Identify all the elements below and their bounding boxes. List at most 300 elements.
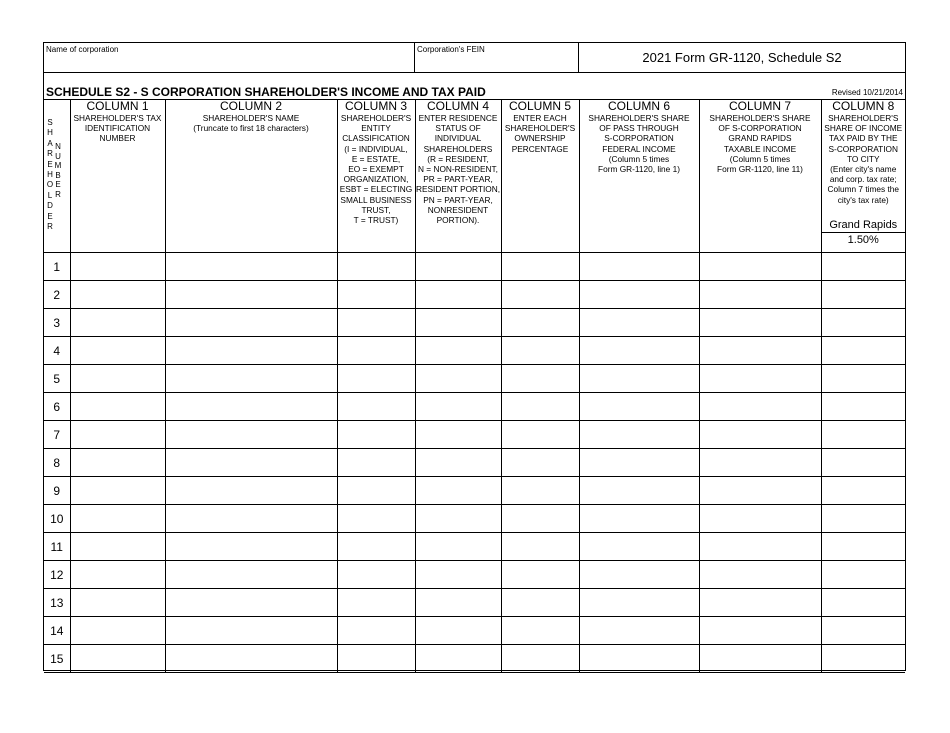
column-4-input[interactable] bbox=[416, 253, 501, 280]
row-cell bbox=[337, 309, 415, 337]
column-5-input[interactable] bbox=[502, 533, 579, 560]
column-3-input[interactable] bbox=[338, 337, 415, 364]
column-8-input[interactable] bbox=[822, 281, 906, 308]
row-cell bbox=[579, 533, 699, 561]
column-4-input[interactable] bbox=[416, 645, 501, 672]
row-cell bbox=[337, 281, 415, 309]
row-cell bbox=[821, 449, 905, 477]
corporation-name-cell bbox=[44, 43, 415, 72]
shareholder-label-letter: A bbox=[47, 138, 53, 148]
corporation-name-field[interactable] bbox=[44, 54, 414, 72]
column-5-input[interactable] bbox=[502, 253, 579, 280]
column-8-input[interactable] bbox=[822, 645, 906, 672]
row-cell bbox=[337, 337, 415, 365]
row-cell bbox=[501, 617, 579, 645]
row-cell bbox=[579, 365, 699, 393]
column-5-input[interactable] bbox=[502, 337, 579, 364]
column-1-input[interactable] bbox=[71, 253, 165, 280]
column-3-input[interactable] bbox=[338, 253, 415, 280]
number-label-letter: U bbox=[55, 151, 61, 161]
revised-date: Revised 10/21/2014 bbox=[831, 88, 903, 97]
row-cell bbox=[821, 365, 905, 393]
shareholder-label-letter: L bbox=[47, 190, 53, 200]
row-cell bbox=[337, 421, 415, 449]
row-number: 9 bbox=[44, 477, 70, 505]
column-2-input[interactable] bbox=[166, 561, 337, 588]
column-8-input[interactable] bbox=[822, 561, 906, 588]
column-1-input[interactable] bbox=[71, 477, 165, 504]
table-row bbox=[44, 253, 905, 281]
column-7-header bbox=[699, 100, 821, 253]
column-1-input[interactable] bbox=[71, 281, 165, 308]
shareholder-label-letter: S bbox=[47, 118, 53, 127]
row-cell bbox=[699, 393, 821, 421]
column-3-input[interactable] bbox=[338, 505, 415, 532]
number-label-letter: R bbox=[55, 189, 61, 199]
row-cell bbox=[821, 477, 905, 505]
column-8-input[interactable] bbox=[822, 533, 906, 560]
column-1-input[interactable] bbox=[71, 561, 165, 588]
table-body bbox=[44, 253, 905, 673]
column-4-input[interactable] bbox=[416, 561, 501, 588]
column-5-header bbox=[501, 100, 579, 253]
row-number: 15 bbox=[44, 645, 70, 673]
row-cell bbox=[165, 393, 337, 421]
schedule-s2-form bbox=[43, 42, 906, 671]
column-6-input[interactable] bbox=[580, 309, 699, 336]
table-row bbox=[44, 477, 905, 505]
column-1-input[interactable] bbox=[71, 645, 165, 672]
row-cell bbox=[165, 561, 337, 589]
row-cell bbox=[699, 421, 821, 449]
column-2-input[interactable] bbox=[166, 477, 337, 504]
row-cell bbox=[70, 253, 165, 281]
row-cell bbox=[699, 449, 821, 477]
table-row bbox=[44, 393, 905, 421]
row-cell bbox=[579, 505, 699, 533]
number-label-letter: N bbox=[55, 142, 61, 151]
row-cell bbox=[699, 533, 821, 561]
column-6-input[interactable] bbox=[580, 645, 699, 672]
row-cell bbox=[415, 421, 501, 449]
column-7-input[interactable] bbox=[700, 365, 821, 392]
row-cell bbox=[821, 617, 905, 645]
row-number: 8 bbox=[44, 449, 70, 477]
shareholder-label-letter: E bbox=[47, 211, 53, 221]
shareholder-label-letter: R bbox=[47, 149, 53, 159]
column-1-input[interactable] bbox=[71, 617, 165, 644]
table-row bbox=[44, 617, 905, 645]
corporation-name-label: Name of corporation bbox=[46, 45, 119, 54]
city-tax-rate: 1.50% bbox=[822, 232, 906, 246]
column-1-input[interactable] bbox=[71, 505, 165, 532]
row-cell bbox=[337, 561, 415, 589]
column-2-title: COLUMN 2 bbox=[219, 99, 282, 113]
row-number: 2 bbox=[44, 281, 70, 309]
column-6-title: COLUMN 6 bbox=[607, 99, 670, 113]
form-title-cell bbox=[579, 43, 905, 72]
row-cell bbox=[337, 589, 415, 617]
column-4-input[interactable] bbox=[416, 533, 501, 560]
column-7-input[interactable] bbox=[700, 337, 821, 364]
row-cell bbox=[337, 533, 415, 561]
row-cell bbox=[501, 281, 579, 309]
column-7-input[interactable] bbox=[700, 561, 821, 588]
row-cell bbox=[699, 309, 821, 337]
column-4-title: COLUMN 4 bbox=[426, 99, 489, 113]
row-cell bbox=[165, 617, 337, 645]
row-cell bbox=[165, 281, 337, 309]
row-cell bbox=[821, 421, 905, 449]
column-6-input[interactable] bbox=[580, 421, 699, 448]
column-1-input[interactable] bbox=[71, 533, 165, 560]
shareholder-label-letter: D bbox=[47, 201, 53, 211]
row-cell bbox=[501, 309, 579, 337]
column-7-title: COLUMN 7 bbox=[728, 99, 791, 113]
row-cell bbox=[165, 589, 337, 617]
column-2-input[interactable] bbox=[166, 645, 337, 672]
column-2-input[interactable] bbox=[166, 533, 337, 560]
row-cell bbox=[699, 645, 821, 673]
column-6-input[interactable] bbox=[580, 253, 699, 280]
row-cell bbox=[821, 561, 905, 589]
column-6-input[interactable] bbox=[580, 281, 699, 308]
row-cell bbox=[165, 449, 337, 477]
table-row bbox=[44, 421, 905, 449]
row-cell bbox=[699, 505, 821, 533]
column-5-title: COLUMN 5 bbox=[508, 99, 571, 113]
column-7-input[interactable] bbox=[700, 253, 821, 280]
row-cell bbox=[165, 645, 337, 673]
column-6-input[interactable] bbox=[580, 617, 699, 644]
column-4-header bbox=[415, 100, 501, 253]
row-cell bbox=[501, 505, 579, 533]
column-3-input[interactable] bbox=[338, 561, 415, 588]
column-2-input[interactable] bbox=[166, 617, 337, 644]
row-cell bbox=[821, 589, 905, 617]
column-6-header bbox=[579, 100, 699, 253]
column-5-input[interactable] bbox=[502, 309, 579, 336]
column-6-input[interactable] bbox=[580, 477, 699, 504]
row-cell bbox=[501, 393, 579, 421]
column-5-input[interactable] bbox=[502, 393, 579, 420]
row-number: 14 bbox=[44, 617, 70, 645]
row-cell bbox=[70, 281, 165, 309]
shareholder-label-letter: H bbox=[47, 128, 53, 138]
row-cell bbox=[699, 561, 821, 589]
column-7-input[interactable] bbox=[700, 645, 821, 672]
row-cell bbox=[699, 253, 821, 281]
column-4-input[interactable] bbox=[416, 617, 501, 644]
row-cell bbox=[70, 393, 165, 421]
column-4-input[interactable] bbox=[416, 337, 501, 364]
column-8-title: COLUMN 8 bbox=[832, 99, 895, 113]
column-6-input[interactable] bbox=[580, 337, 699, 364]
column-3-input[interactable] bbox=[338, 645, 415, 672]
row-cell bbox=[70, 337, 165, 365]
row-cell bbox=[579, 393, 699, 421]
row-cell bbox=[70, 589, 165, 617]
row-number: 11 bbox=[44, 533, 70, 561]
row-cell bbox=[579, 477, 699, 505]
row-number: 13 bbox=[44, 589, 70, 617]
column-3-input[interactable] bbox=[338, 281, 415, 308]
column-2-input[interactable] bbox=[166, 365, 337, 392]
row-cell bbox=[821, 393, 905, 421]
column-6-input[interactable] bbox=[580, 533, 699, 560]
row-cell bbox=[165, 421, 337, 449]
row-cell bbox=[501, 421, 579, 449]
row-number: 12 bbox=[44, 561, 70, 589]
row-cell bbox=[415, 449, 501, 477]
column-5-input[interactable] bbox=[502, 421, 579, 448]
column-5-input[interactable] bbox=[502, 505, 579, 532]
column-3-input[interactable] bbox=[338, 533, 415, 560]
number-label-letter: E bbox=[55, 180, 61, 189]
row-cell bbox=[337, 477, 415, 505]
column-5-input[interactable] bbox=[502, 589, 579, 616]
column-7-input[interactable] bbox=[700, 393, 821, 420]
row-cell bbox=[415, 645, 501, 673]
column-5-input[interactable] bbox=[502, 281, 579, 308]
column-8-input[interactable] bbox=[822, 309, 906, 336]
column-6-input[interactable] bbox=[580, 589, 699, 616]
column-2-input[interactable] bbox=[166, 449, 337, 476]
table-row bbox=[44, 449, 905, 477]
column-8-input[interactable] bbox=[822, 617, 906, 644]
row-cell bbox=[415, 617, 501, 645]
row-cell bbox=[579, 561, 699, 589]
row-cell bbox=[337, 645, 415, 673]
column-3-header bbox=[337, 100, 415, 253]
table-row bbox=[44, 337, 905, 365]
column-4-input[interactable] bbox=[416, 505, 501, 532]
row-cell bbox=[70, 645, 165, 673]
column-8-input[interactable] bbox=[822, 337, 906, 364]
column-2-input[interactable] bbox=[166, 589, 337, 616]
column-7-input[interactable] bbox=[700, 449, 821, 476]
column-3-input[interactable] bbox=[338, 421, 415, 448]
shareholder-label-letter: E bbox=[47, 159, 53, 169]
form-header bbox=[44, 43, 905, 73]
column-6-input[interactable] bbox=[580, 505, 699, 532]
row-cell bbox=[415, 337, 501, 365]
column-5-input[interactable] bbox=[502, 561, 579, 588]
column-4-input[interactable] bbox=[416, 309, 501, 336]
row-cell bbox=[415, 477, 501, 505]
row-cell bbox=[501, 365, 579, 393]
column-3-input[interactable] bbox=[338, 365, 415, 392]
column-8-input[interactable] bbox=[822, 393, 906, 420]
column-6-input[interactable] bbox=[580, 449, 699, 476]
column-7-input[interactable] bbox=[700, 421, 821, 448]
column-6-input[interactable] bbox=[580, 365, 699, 392]
row-cell bbox=[165, 533, 337, 561]
table-row bbox=[44, 309, 905, 337]
column-4-input[interactable] bbox=[416, 281, 501, 308]
row-number: 6 bbox=[44, 393, 70, 421]
row-cell bbox=[501, 449, 579, 477]
column-7-input[interactable] bbox=[700, 617, 821, 644]
row-cell bbox=[70, 365, 165, 393]
row-cell bbox=[415, 309, 501, 337]
column-6-input[interactable] bbox=[580, 393, 699, 420]
row-cell bbox=[165, 309, 337, 337]
column-2-input[interactable] bbox=[166, 421, 337, 448]
row-cell bbox=[699, 589, 821, 617]
row-cell bbox=[579, 253, 699, 281]
column-7-input[interactable] bbox=[700, 589, 821, 616]
column-8-input[interactable] bbox=[822, 365, 906, 392]
row-cell bbox=[579, 589, 699, 617]
row-cell bbox=[70, 421, 165, 449]
column-8-input[interactable] bbox=[822, 253, 906, 280]
column-3-description: SHAREHOLDER'S ENTITY CLASSIFICATION (I = INDIVIDUAL, E = ESTATE, EO = EXEMPT ORGANIZATION, ESBT = ELECTING SMALL BUSINESS TRUST, T = TRUST) bbox=[339, 113, 413, 226]
column-6-input[interactable] bbox=[580, 561, 699, 588]
column-1-input[interactable] bbox=[71, 365, 165, 392]
form-title: 2021 Form GR-1120, Schedule S2 bbox=[642, 50, 842, 65]
column-1-title: COLUMN 1 bbox=[86, 99, 149, 113]
column-7-description: SHAREHOLDER'S SHARE OF S-CORPORATION GRAND RAPIDS TAXABLE INCOME (Column 5 times Form GR-1120, line 11) bbox=[709, 113, 811, 175]
table-row bbox=[44, 533, 905, 561]
column-3-input[interactable] bbox=[338, 477, 415, 504]
row-number: 7 bbox=[44, 421, 70, 449]
column-header-row bbox=[44, 100, 905, 253]
row-cell bbox=[165, 505, 337, 533]
column-3-input[interactable] bbox=[338, 393, 415, 420]
row-cell bbox=[501, 645, 579, 673]
shareholder-table bbox=[44, 99, 905, 673]
column-4-input[interactable] bbox=[416, 365, 501, 392]
column-5-description: ENTER EACH SHAREHOLDER'S OWNERSHIP PERCENTAGE bbox=[504, 113, 576, 154]
row-cell bbox=[579, 309, 699, 337]
row-cell bbox=[821, 505, 905, 533]
table-row bbox=[44, 561, 905, 589]
column-2-input[interactable] bbox=[166, 281, 337, 308]
row-cell bbox=[415, 505, 501, 533]
row-cell bbox=[337, 505, 415, 533]
column-1-input[interactable] bbox=[71, 337, 165, 364]
column-1-header bbox=[70, 100, 165, 253]
column-2-input[interactable] bbox=[166, 393, 337, 420]
table-row bbox=[44, 365, 905, 393]
column-5-input[interactable] bbox=[502, 449, 579, 476]
column-8-input[interactable] bbox=[822, 589, 906, 616]
column-1-input[interactable] bbox=[71, 449, 165, 476]
row-cell bbox=[821, 281, 905, 309]
shareholder-label-letter: H bbox=[47, 170, 53, 179]
column-8-description: SHAREHOLDER'S SHARE OF INCOME TAX PAID BY THE S-CORPORATION TO CITY (Enter city's name and corp. tax rate; Column 7 times the city's tax rate) bbox=[824, 113, 903, 205]
column-8-input[interactable] bbox=[822, 505, 906, 532]
row-cell bbox=[699, 477, 821, 505]
column-4-input[interactable] bbox=[416, 477, 501, 504]
corporation-fein-label: Corporation's FEIN bbox=[417, 45, 485, 54]
column-2-input[interactable] bbox=[166, 309, 337, 336]
row-cell bbox=[501, 477, 579, 505]
row-number: 4 bbox=[44, 337, 70, 365]
row-cell bbox=[415, 533, 501, 561]
column-2-description: SHAREHOLDER'S NAME (Truncate to first 18 characters) bbox=[193, 113, 309, 134]
row-cell bbox=[337, 617, 415, 645]
row-cell bbox=[165, 365, 337, 393]
column-5-input[interactable] bbox=[502, 645, 579, 672]
row-cell bbox=[821, 533, 905, 561]
column-3-title: COLUMN 3 bbox=[344, 99, 407, 113]
table-row bbox=[44, 505, 905, 533]
row-cell bbox=[70, 561, 165, 589]
column-7-input[interactable] bbox=[700, 477, 821, 504]
column-1-input[interactable] bbox=[71, 309, 165, 336]
row-cell bbox=[501, 533, 579, 561]
column-4-input[interactable] bbox=[416, 393, 501, 420]
column-5-input[interactable] bbox=[502, 617, 579, 644]
column-8-input[interactable] bbox=[822, 421, 906, 448]
column-1-input[interactable] bbox=[71, 589, 165, 616]
row-cell bbox=[415, 589, 501, 617]
row-cell bbox=[821, 253, 905, 281]
row-cell bbox=[501, 253, 579, 281]
row-number: 10 bbox=[44, 505, 70, 533]
column-7-input[interactable] bbox=[700, 505, 821, 532]
column-5-input[interactable] bbox=[502, 477, 579, 504]
column-3-input[interactable] bbox=[338, 449, 415, 476]
column-4-input[interactable] bbox=[416, 589, 501, 616]
column-7-input[interactable] bbox=[700, 309, 821, 336]
corporation-fein-field[interactable] bbox=[415, 54, 578, 72]
table-row bbox=[44, 645, 905, 673]
row-cell bbox=[70, 505, 165, 533]
row-cell bbox=[699, 617, 821, 645]
row-cell bbox=[821, 309, 905, 337]
column-1-input[interactable] bbox=[71, 421, 165, 448]
row-cell bbox=[337, 449, 415, 477]
column-4-input[interactable] bbox=[416, 421, 501, 448]
column-2-input[interactable] bbox=[166, 505, 337, 532]
column-2-input[interactable] bbox=[166, 253, 337, 280]
row-number: 1 bbox=[44, 253, 70, 281]
row-number: 5 bbox=[44, 365, 70, 393]
row-cell bbox=[501, 561, 579, 589]
row-cell bbox=[415, 561, 501, 589]
row-cell bbox=[579, 449, 699, 477]
column-5-input[interactable] bbox=[502, 365, 579, 392]
corporation-fein-cell bbox=[415, 43, 579, 72]
column-6-description: SHAREHOLDER'S SHARE OF PASS THROUGH S-CORPORATION FEDERAL INCOME (Column 5 times Form GR-1120, line 1) bbox=[588, 113, 690, 175]
column-8-header bbox=[821, 100, 905, 253]
row-cell bbox=[70, 449, 165, 477]
column-1-input[interactable] bbox=[71, 393, 165, 420]
row-cell bbox=[165, 337, 337, 365]
row-cell bbox=[415, 281, 501, 309]
row-cell bbox=[579, 281, 699, 309]
column-7-input[interactable] bbox=[700, 533, 821, 560]
column-4-input[interactable] bbox=[416, 449, 501, 476]
column-3-input[interactable] bbox=[338, 617, 415, 644]
column-8-input[interactable] bbox=[822, 477, 906, 504]
column-7-input[interactable] bbox=[700, 281, 821, 308]
shareholder-label-letter: R bbox=[47, 222, 53, 231]
shareholder-label-letter: O bbox=[46, 180, 54, 190]
column-8-input[interactable] bbox=[822, 449, 906, 476]
column-3-input[interactable] bbox=[338, 309, 415, 336]
row-cell bbox=[70, 309, 165, 337]
column-2-input[interactable] bbox=[166, 337, 337, 364]
column-3-input[interactable] bbox=[338, 589, 415, 616]
row-cell bbox=[165, 477, 337, 505]
row-cell bbox=[579, 645, 699, 673]
schedule-title: SCHEDULE S2 - S CORPORATION SHAREHOLDER'S INCOME AND TAX PAID bbox=[46, 85, 486, 99]
row-cell bbox=[70, 533, 165, 561]
